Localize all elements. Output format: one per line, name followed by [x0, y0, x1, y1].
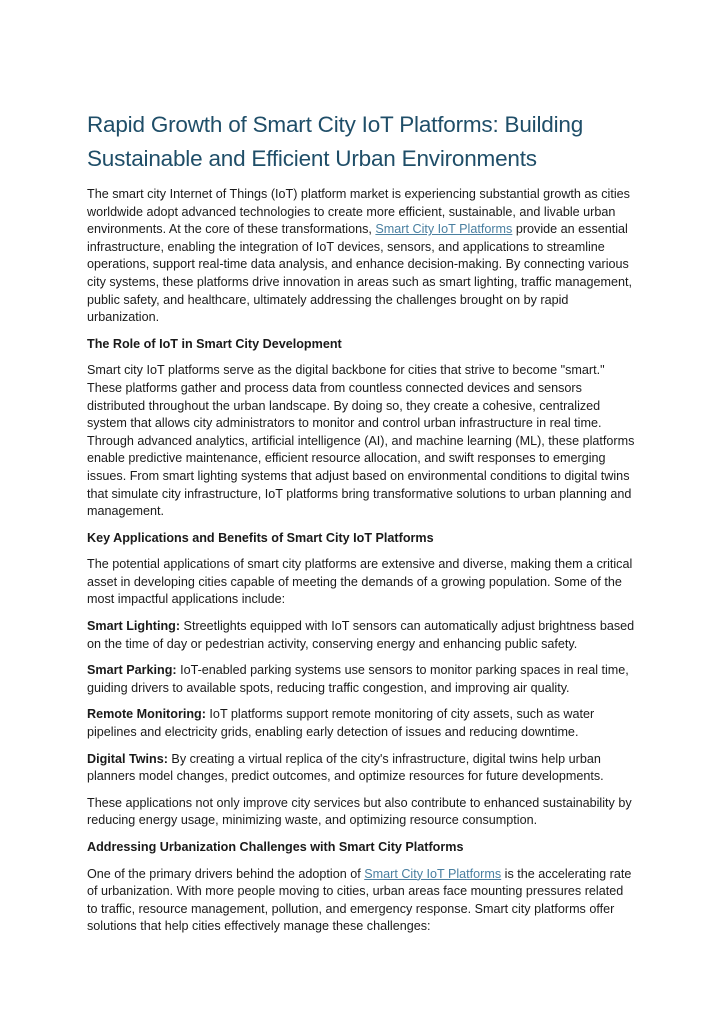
application-item-smart-parking: Smart Parking: IoT-enabled parking systems use sensors to monitor parking spaces in real time, guiding drivers to available spots, reducing traffic congestion, and improving air quality.: [87, 663, 629, 695]
document-page: [87, 108, 635, 945]
smart-city-iot-platforms-link[interactable]: Smart City IoT Platforms: [375, 222, 513, 237]
key-applications-intro: The potential applications of smart city platforms are extensive and diverse, making them a critical asset in developing cities capable of meeting the demands of a growing population. Some of the most impactful applications include:: [87, 557, 633, 607]
key-applications-outro: These applications not only improve city services but also contribute to enhanced sustainability by reducing energy usage, minimizing waste, and optimizing resource consumption.: [87, 795, 632, 828]
application-item-smart-lighting: Smart Lighting: Streetlights equipped with IoT sensors can automatically adjust brightness based on the time of day or pedestrian activity, conserving energy and enhancing public safety.: [87, 619, 635, 651]
application-item-remote-monitoring: Remote Monitoring: IoT platforms support remote monitoring of city assets, such as water pipelines and electricity grids, enabling early detection of issues and reducing downtime.: [87, 707, 595, 740]
role-of-iot-paragraph: Smart city IoT platforms serve as the digital backbone for cities that strive to become "smart." These platforms gather and process data from countless connected devices and sensors distributed throughout the urban landscape. By doing so, they create a cohesive, centralized system that allows city administrators to monitor and control urban infrastructure in real time. Through advanced analytics, artificial intelligence (AI), and machine learning (ML), these platforms enable predictive maintenance, efficient resource allocation, and swift responses to emerging issues. From smart lighting systems that adjust based on environmental conditions to digital twins that simulate city infrastructure, IoT platforms bring transformative solutions to urban planning and management.: [87, 363, 635, 519]
section-heading-role-of-iot: The Role of IoT in Smart City Development: [87, 336, 342, 351]
section-heading-key-applications: Key Applications and Benefits of Smart City IoT Platforms: [87, 530, 434, 545]
intro-paragraph: The smart city Internet of Things (IoT) platform market is experiencing substantial growth as cities worldwide adopt advanced technologies to create more efficient, sustainable, and livable urban environments. At the core of these transformations, Smart City IoT Platforms provide an essential infrastructure, enabling the integration of IoT devices, sensors, and applications to streamline operations, support real-time data analysis, and enhance decision-making. By connecting various city systems, these platforms drive innovation in areas such as smart lighting, traffic management, public safety, and healthcare, ultimately addressing the challenges brought on by rapid urbanization.: [87, 187, 633, 325]
document-title: Rapid Growth of Smart City IoT Platforms: Building Sustainable and Efficient Urban Environments: [87, 112, 584, 171]
smart-city-iot-platforms-link-2[interactable]: Smart City IoT Platforms: [364, 866, 502, 881]
section-heading-urbanization-challenges: Addressing Urbanization Challenges with Smart City Platforms: [87, 840, 464, 854]
urbanization-paragraph: One of the primary drivers behind the adoption of Smart City IoT Platforms is the accelerating rate of urbanization. With more people moving to cities, urban areas face mounting pressures related to traffic, resource management, pollution, and emergency response. Smart city platforms offer solutions that help cities effectively manage these challenges:: [87, 866, 632, 934]
application-item-digital-twins: Digital Twins: By creating a virtual replica of the city's infrastructure, digital twins help urban planners model changes, predict outcomes, and optimize resources for future developments.: [87, 751, 604, 784]
